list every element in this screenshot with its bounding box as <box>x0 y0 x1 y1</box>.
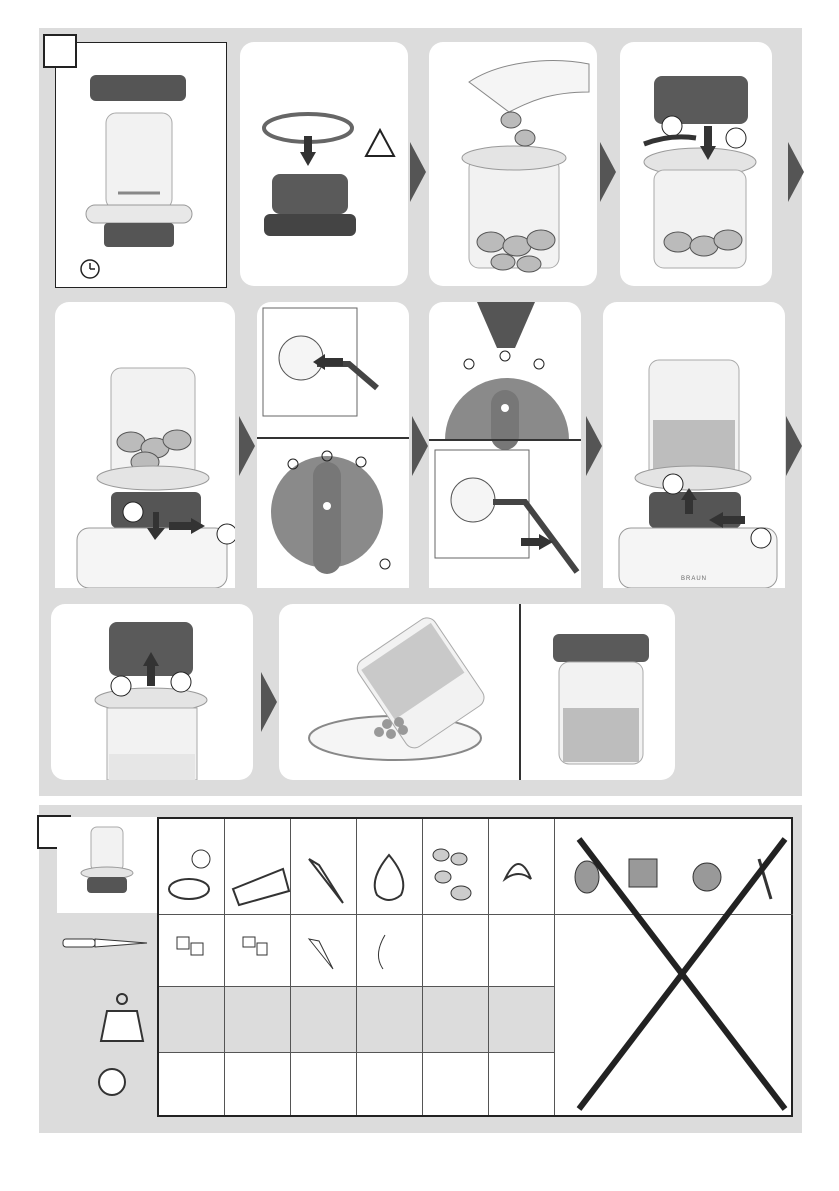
unlock-base-panel <box>603 302 785 588</box>
attach-top-illustration <box>620 42 772 286</box>
insert-seal-illustration <box>240 42 408 286</box>
herbs-icon <box>505 864 531 879</box>
cheese-icon <box>233 869 289 905</box>
add-food-panel <box>429 42 597 286</box>
chopper-overview-illustration <box>56 43 226 287</box>
step-arrow <box>600 142 616 202</box>
detach-top-panel <box>51 604 253 780</box>
time-icon <box>97 1067 127 1097</box>
pour-store-illustration <box>279 604 675 780</box>
insert-seal-panel <box>240 42 408 286</box>
food-table-section <box>39 805 802 1133</box>
food-table <box>157 817 793 1117</box>
step-arrow <box>586 416 602 476</box>
overview-panel <box>55 42 227 288</box>
detach-top-illustration <box>51 604 253 780</box>
carrot-icon <box>309 859 343 903</box>
unlock-base-illustration <box>603 302 785 588</box>
step-arrow <box>261 672 277 732</box>
meat-icon <box>169 850 210 899</box>
step-arrow <box>412 416 428 476</box>
plug-in-illustration <box>257 302 409 588</box>
dial-unplug-panel <box>429 302 581 588</box>
pour-store-panel <box>279 604 675 780</box>
nuts-icon <box>433 849 471 900</box>
lock-base-illustration <box>55 302 235 588</box>
step-arrow <box>788 142 804 202</box>
food-icons-layer <box>159 819 795 1119</box>
onion-icon <box>375 855 404 900</box>
product-thumbnail <box>57 817 157 913</box>
add-walnuts-illustration <box>429 42 597 286</box>
step-arrow <box>786 416 802 476</box>
lock-base-panel <box>55 302 235 588</box>
weight-icon <box>99 991 145 1043</box>
attach-top-panel <box>620 42 772 286</box>
assembly-steps-section <box>39 28 802 796</box>
brand-logo: BRAUN <box>681 576 708 582</box>
knife-icon <box>61 933 149 953</box>
product-thumbnail-illustration <box>57 817 157 913</box>
unplug-illustration <box>429 302 581 588</box>
step-arrow <box>239 416 255 476</box>
plug-in-dial-panel <box>257 302 409 588</box>
sharp-blade-warning-icon <box>366 130 394 156</box>
step-arrow <box>410 142 426 202</box>
step-label-box-a <box>43 34 77 68</box>
